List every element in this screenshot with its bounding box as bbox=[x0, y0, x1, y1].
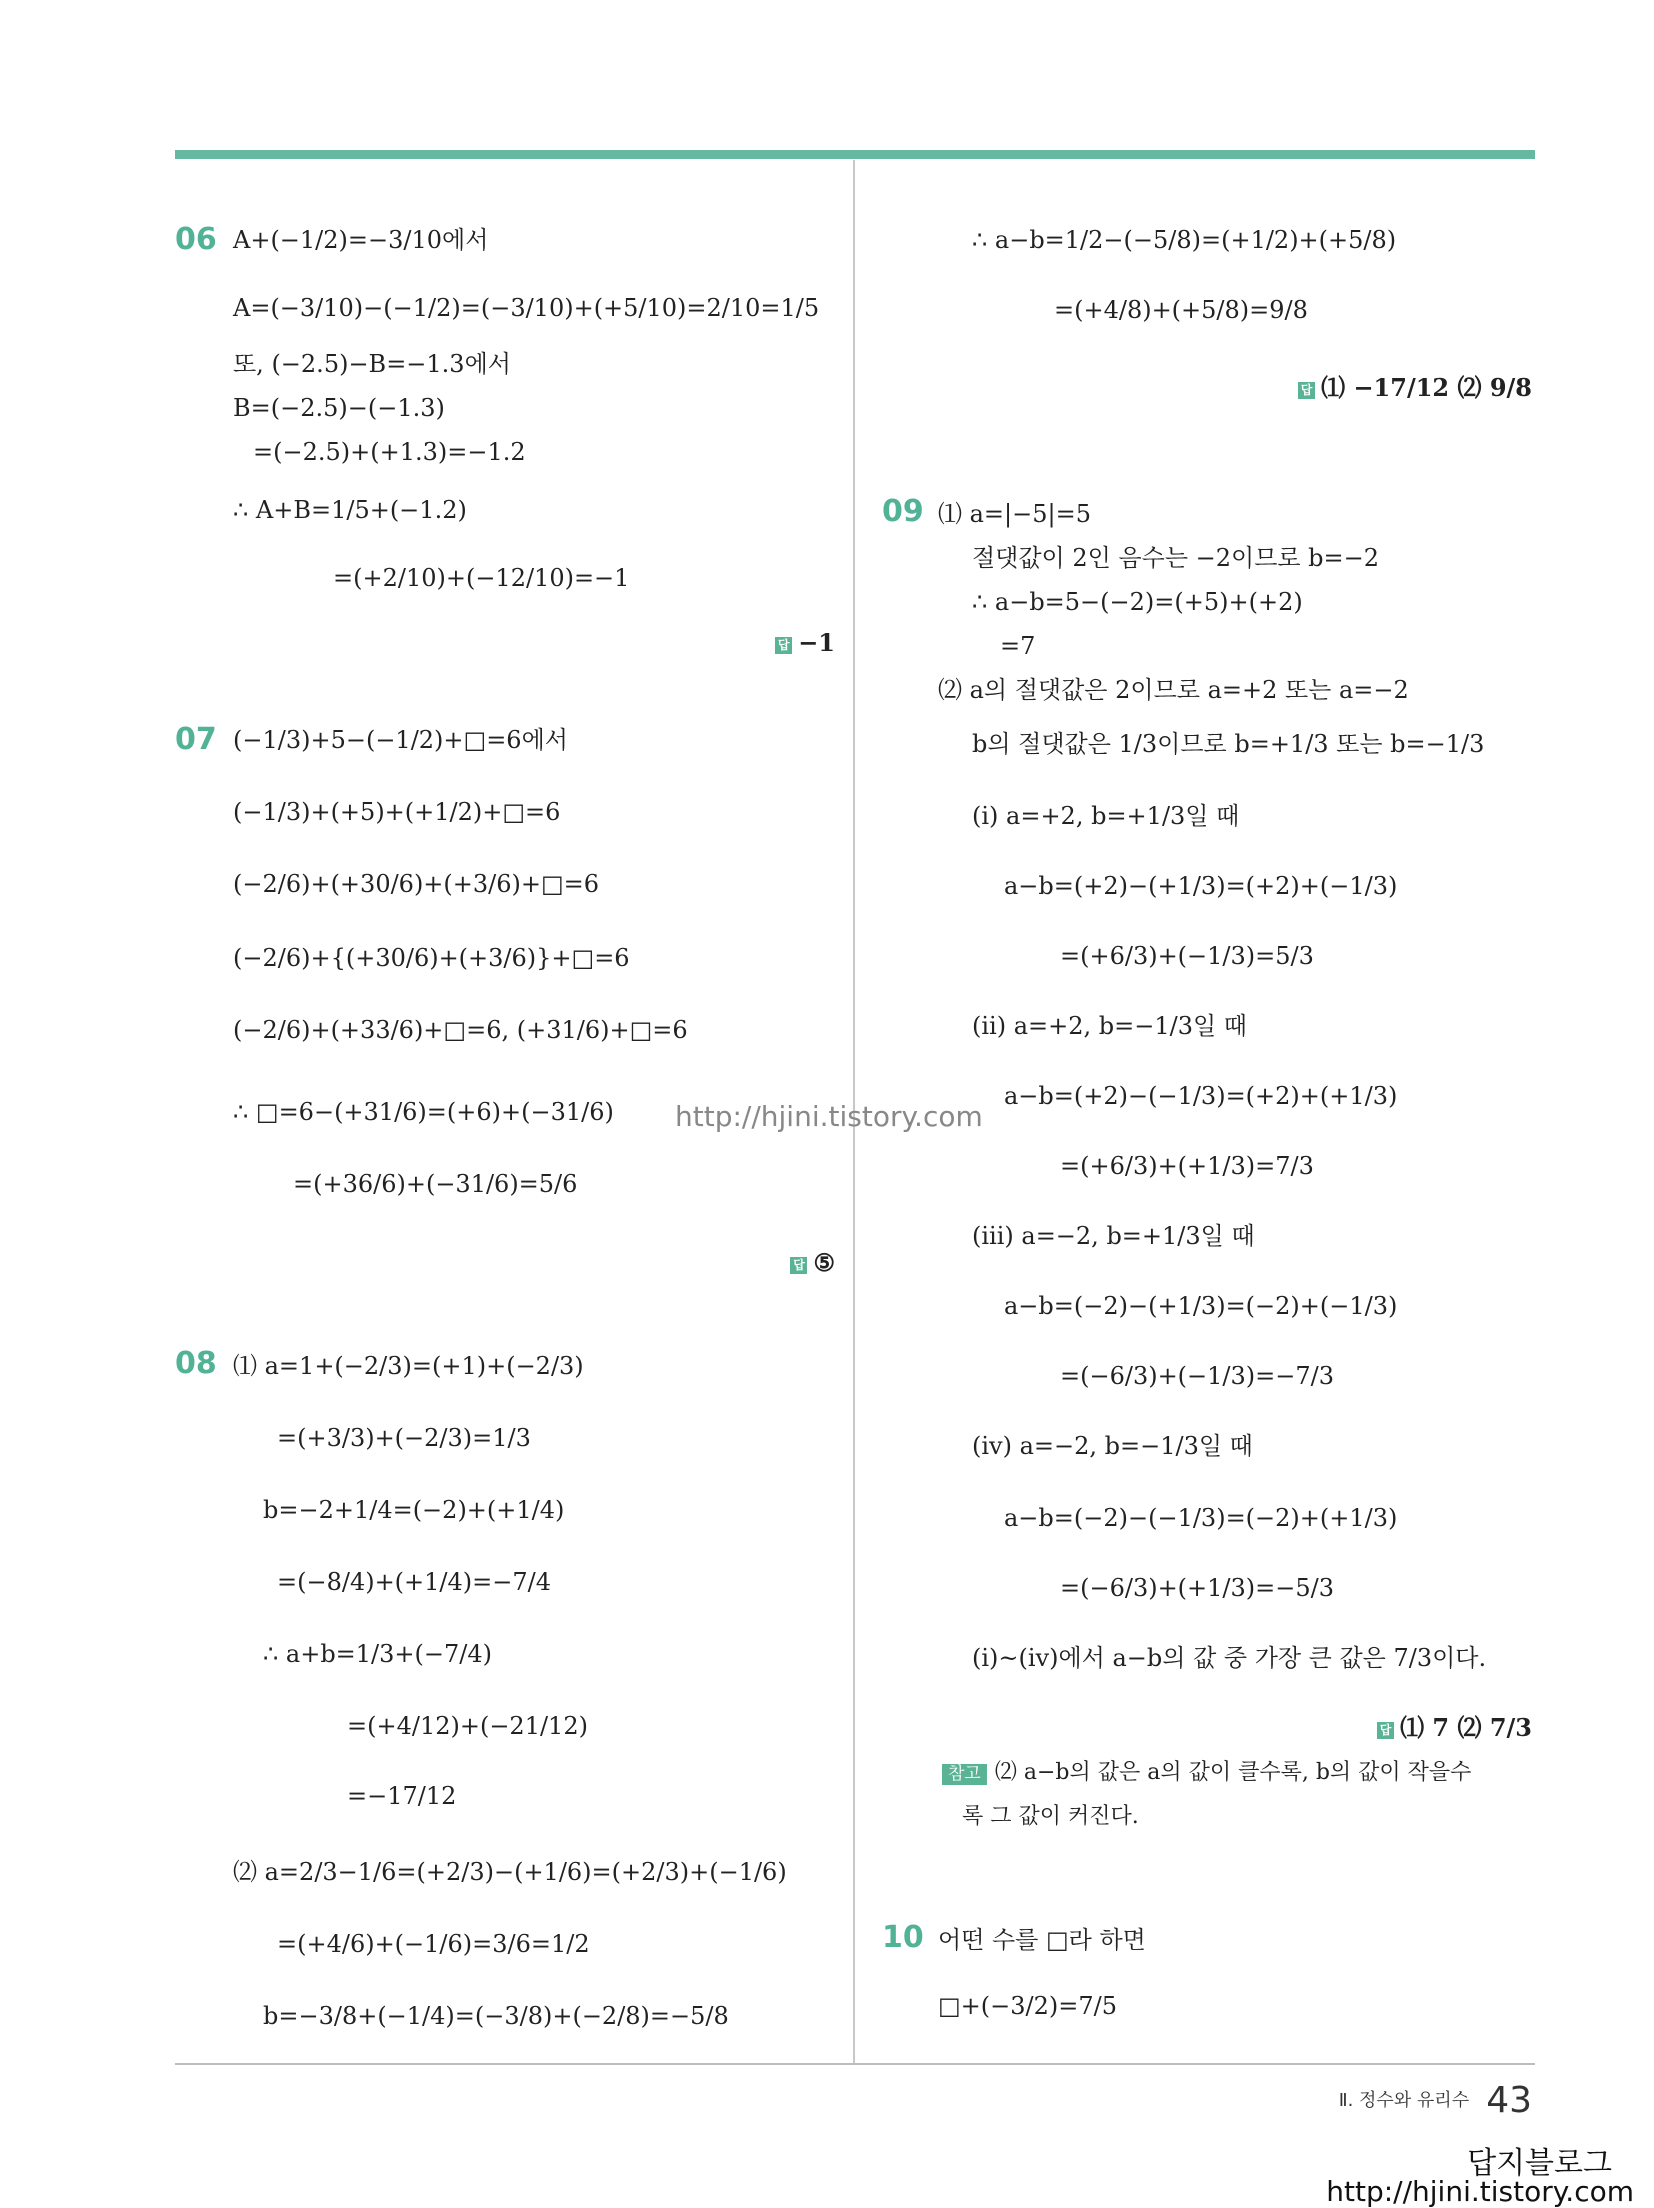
problem-number: 09 bbox=[882, 494, 924, 529]
solution-line: =(+3/3)+(−2/3)=1/3 bbox=[277, 1424, 531, 1452]
solution-line: a−b=(+2)−(+1/3)=(+2)+(−1/3) bbox=[1004, 872, 1398, 900]
solution-line: a−b=(−2)−(+1/3)=(−2)+(−1/3) bbox=[1004, 1292, 1398, 1320]
answer-09: 답 ⑴ 7 ⑵ 7/3 bbox=[1377, 1708, 1532, 1743]
answer-06: 답 −1 bbox=[775, 628, 835, 657]
solution-line: A+(−1/2)=−3/10에서 bbox=[233, 226, 489, 254]
solution-line: 절댓값이 2인 음수는 −2이므로 b=−2 bbox=[972, 544, 1380, 572]
solution-line: ∴ a−b=5−(−2)=(+5)+(+2) bbox=[972, 588, 1303, 616]
solution-line: =(+36/6)+(−31/6)=5/6 bbox=[293, 1170, 578, 1198]
solution-line: (ⅳ) a=−2, b=−1/3일 때 bbox=[972, 1432, 1253, 1460]
page-footer bbox=[1339, 2080, 1532, 2121]
top-accent-bar bbox=[175, 150, 1535, 159]
answer-mark-icon: 답 bbox=[1298, 382, 1315, 399]
solution-line: =(+2/10)+(−12/10)=−1 bbox=[333, 564, 630, 592]
solution-line: (ⅲ) a=−2, b=+1/3일 때 bbox=[972, 1222, 1255, 1250]
note-text: ⑵ a−b의 값은 a의 값이 클수록, b의 값이 작을수 bbox=[994, 1760, 1472, 1785]
solution-line: =−17/12 bbox=[347, 1782, 457, 1810]
solution-line: (−1/3)+5−(−1/2)+□=6에서 bbox=[233, 726, 568, 754]
page-number: 43 bbox=[1486, 2080, 1532, 2121]
section-title: Ⅱ. 정수와 유리수 bbox=[1338, 2090, 1470, 2111]
solution-line: □+(−3/2)=7/5 bbox=[938, 1992, 1117, 2020]
solution-line: 또, (−2.5)−B=−1.3에서 bbox=[233, 350, 511, 378]
solution-line: (ⅰ) a=+2, b=+1/3일 때 bbox=[972, 802, 1240, 830]
solution-line: =(−8/4)+(+1/4)=−7/4 bbox=[277, 1568, 551, 1596]
note-tag: 참고 bbox=[942, 1764, 987, 1785]
solution-line: ⑵ a=2/3−1/6=(+2/3)−(+1/6)=(+2/3)+(−1/6) bbox=[233, 1858, 787, 1886]
solution-line: =(+6/3)+(+1/3)=7/3 bbox=[1060, 1152, 1314, 1180]
note-text: 록 그 값이 커진다. bbox=[962, 1804, 1139, 1829]
solution-line: (ⅰ)~(ⅳ)에서 a−b의 값 중 가장 큰 값은 7/3이다. bbox=[972, 1644, 1487, 1672]
problem-number: 07 bbox=[175, 722, 217, 757]
solution-line: (−2/6)+(+33/6)+□=6, (+31/6)+□=6 bbox=[233, 1016, 688, 1044]
solution-line: ⑴ a=1+(−2/3)=(+1)+(−2/3) bbox=[233, 1352, 584, 1380]
solution-line: a−b=(+2)−(−1/3)=(+2)+(+1/3) bbox=[1004, 1082, 1398, 1110]
problem-number: 10 bbox=[882, 1920, 924, 1955]
solution-line: =(−6/3)+(−1/3)=−7/3 bbox=[1060, 1362, 1334, 1390]
blog-name: 답지블로그 bbox=[1467, 2146, 1612, 2181]
watermark-url: http://hjini.tistory.com bbox=[675, 1100, 983, 1133]
solution-line: =(+4/8)+(+5/8)=9/8 bbox=[1054, 296, 1308, 324]
solution-line: ∴ □=6−(+31/6)=(+6)+(−31/6) bbox=[233, 1098, 614, 1126]
solution-line: ∴ A+B=1/5+(−1.2) bbox=[233, 496, 467, 524]
solution-line: ∴ a+b=1/3+(−7/4) bbox=[263, 1640, 492, 1668]
solution-line: =(−2.5)+(+1.3)=−1.2 bbox=[253, 438, 526, 466]
solution-line: (−2/6)+{(+30/6)+(+3/6)}+□=6 bbox=[233, 944, 630, 972]
solution-line: ∴ a−b=1/2−(−5/8)=(+1/2)+(+5/8) bbox=[972, 226, 1397, 254]
answer-08: 답 ⑴ −17/12 ⑵ 9/8 bbox=[1298, 368, 1532, 403]
solution-line: b=−2+1/4=(−2)+(+1/4) bbox=[263, 1496, 565, 1524]
answer-mark-icon: 답 bbox=[790, 1257, 807, 1274]
note bbox=[942, 1762, 1471, 1785]
problem-number: 08 bbox=[175, 1346, 217, 1381]
answer-mark-icon: 답 bbox=[1377, 1722, 1394, 1739]
blog-url: http://hjini.tistory.com bbox=[1326, 2175, 1634, 2208]
solution-line: (−2/6)+(+30/6)+(+3/6)+□=6 bbox=[233, 870, 600, 898]
solution-line: =7 bbox=[1000, 632, 1036, 660]
problem-number: 06 bbox=[175, 222, 217, 257]
solution-line: 어떤 수를 □라 하면 bbox=[938, 1926, 1146, 1954]
bottom-rule bbox=[175, 2063, 1535, 2065]
answer-mark-icon: 답 bbox=[775, 637, 792, 654]
solution-line: =(+6/3)+(−1/3)=5/3 bbox=[1060, 942, 1314, 970]
solution-line: b=−3/8+(−1/4)=(−3/8)+(−2/8)=−5/8 bbox=[263, 2002, 729, 2030]
solution-line: (ⅱ) a=+2, b=−1/3일 때 bbox=[972, 1012, 1247, 1040]
solution-line: b의 절댓값은 1/3이므로 b=+1/3 또는 b=−1/3 bbox=[972, 730, 1485, 758]
solution-line: ⑵ a의 절댓값은 2이므로 a=+2 또는 a=−2 bbox=[938, 676, 1409, 704]
solution-line: =(+4/12)+(−21/12) bbox=[347, 1712, 588, 1740]
solution-line: B=(−2.5)−(−1.3) bbox=[233, 394, 445, 422]
solution-line: (−1/3)+(+5)+(+1/2)+□=6 bbox=[233, 798, 561, 826]
solution-line: ⑴ a=|−5|=5 bbox=[938, 500, 1091, 528]
answer-07: 답 ⑤ bbox=[790, 1248, 835, 1277]
solution-line: a−b=(−2)−(−1/3)=(−2)+(+1/3) bbox=[1004, 1504, 1398, 1532]
solution-line: =(−6/3)+(+1/3)=−5/3 bbox=[1060, 1574, 1334, 1602]
solution-line: =(+4/6)+(−1/6)=3/6=1/2 bbox=[277, 1930, 590, 1958]
solution-line: A=(−3/10)−(−1/2)=(−3/10)+(+5/10)=2/10=1/5 bbox=[233, 294, 820, 322]
